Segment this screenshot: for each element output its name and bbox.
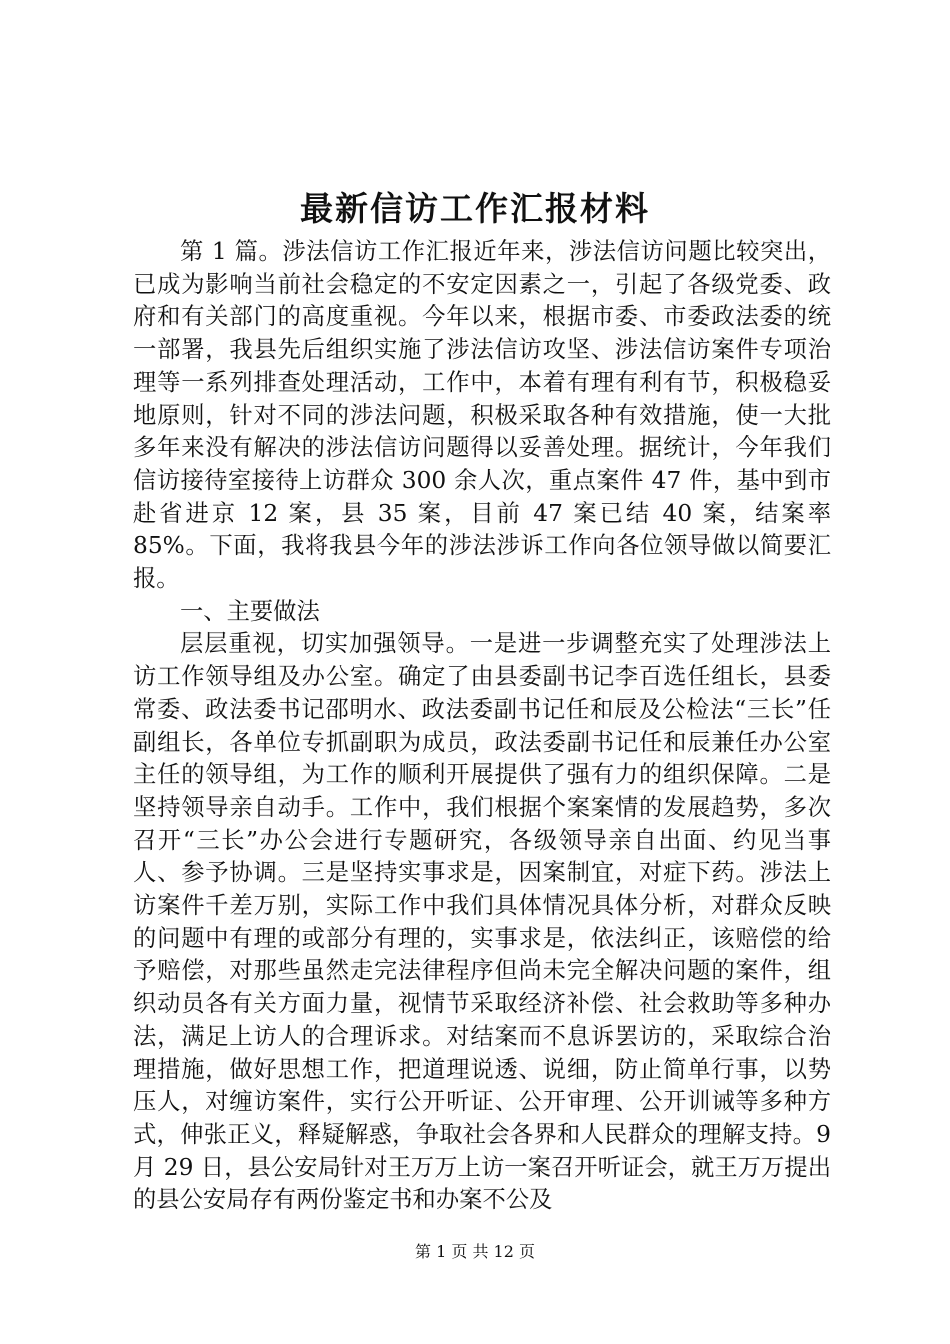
paragraph-leadership: 层层重视，切实加强领导。一是进一步调整充实了处理涉法上访工作领导组及办公室。确定了由县委副书记李百选任组长，县委常委、政法委书记邵明水、政法委副书记任和辰及公检法“三长”任副组长，各单位专抓副职为成员，政法委副书记任和辰兼任办公室主任的领导组，为工作的顺利开展提供了强有力的组织保障。二是坚持领导亲自动手。工作中，我们根据个案案情的发展趋势，多次召开“三长”办公会进行专题研究，各级领导亲自出面、约见当事人、参予协调。三是坚持实事求是，因案制宜，对症下药。涉法上访案件千差万别，实际工作中我们具体情况具体分析，对群众反映的问题中有理的或部分有理的，实事求是，依法纠正，该赔偿的给予赔偿，对那些虽然走完法律程序但尚未完全解决问题的案件，组织动员各有关方面力量，视情节采取经济补偿、社会救助等多种办法，满足上访人的合理诉求。对结案而不息诉罢访的，采取综合治理措施，做好思想工作，把道理说透、说细，防止简单行事，以势压人，对缠访案件，实行公开听证、公开审理、公开训诫等多种方式，伸张正义，释疑解惑，争取社会各界和人民群众的理解支持。9 月 29 日，县公安局针对王万万上访一案召开听证会，就王万万提出的县公安局存有两份鉴定书和办案不公及 (133, 630, 831, 1214)
page-footer: 第 1 页 共 12 页 (415, 1242, 535, 1261)
paragraph-intro: 第 1 篇。涉法信访工作汇报近年来，涉法信访问题比较突出，已成为影响当前社会稳定的不安定因素之一，引起了各级党委、政府和有关部门的高度重视。今年以来，根据市委、市委政法委的统一部署，我县先后组织实施了涉法信访攻坚、涉法信访案件专项治理等一系列排查处理活动，工作中，本着有理有利有节，积极稳妥地原则，针对不同的涉法问题，积极采取各种有效措施，使一大批多年来没有解决的涉法信访问题得以妥善处理。据统计，今年我们信访接待室接待上访群众 300 余人次，重点案件 47 件，基中到市赴省进京 12 案，县 35 案，目前 47 案已结 40 案，结案率 85%。下面，我将我县今年的涉法涉诉工作向各位领导做以简要汇报。 (133, 238, 831, 593)
document-body (133, 236, 831, 1217)
section-heading-main-practices: 一、主要做法 (180, 597, 320, 625)
document-title: 最新信访工作汇报材料 (300, 189, 650, 228)
